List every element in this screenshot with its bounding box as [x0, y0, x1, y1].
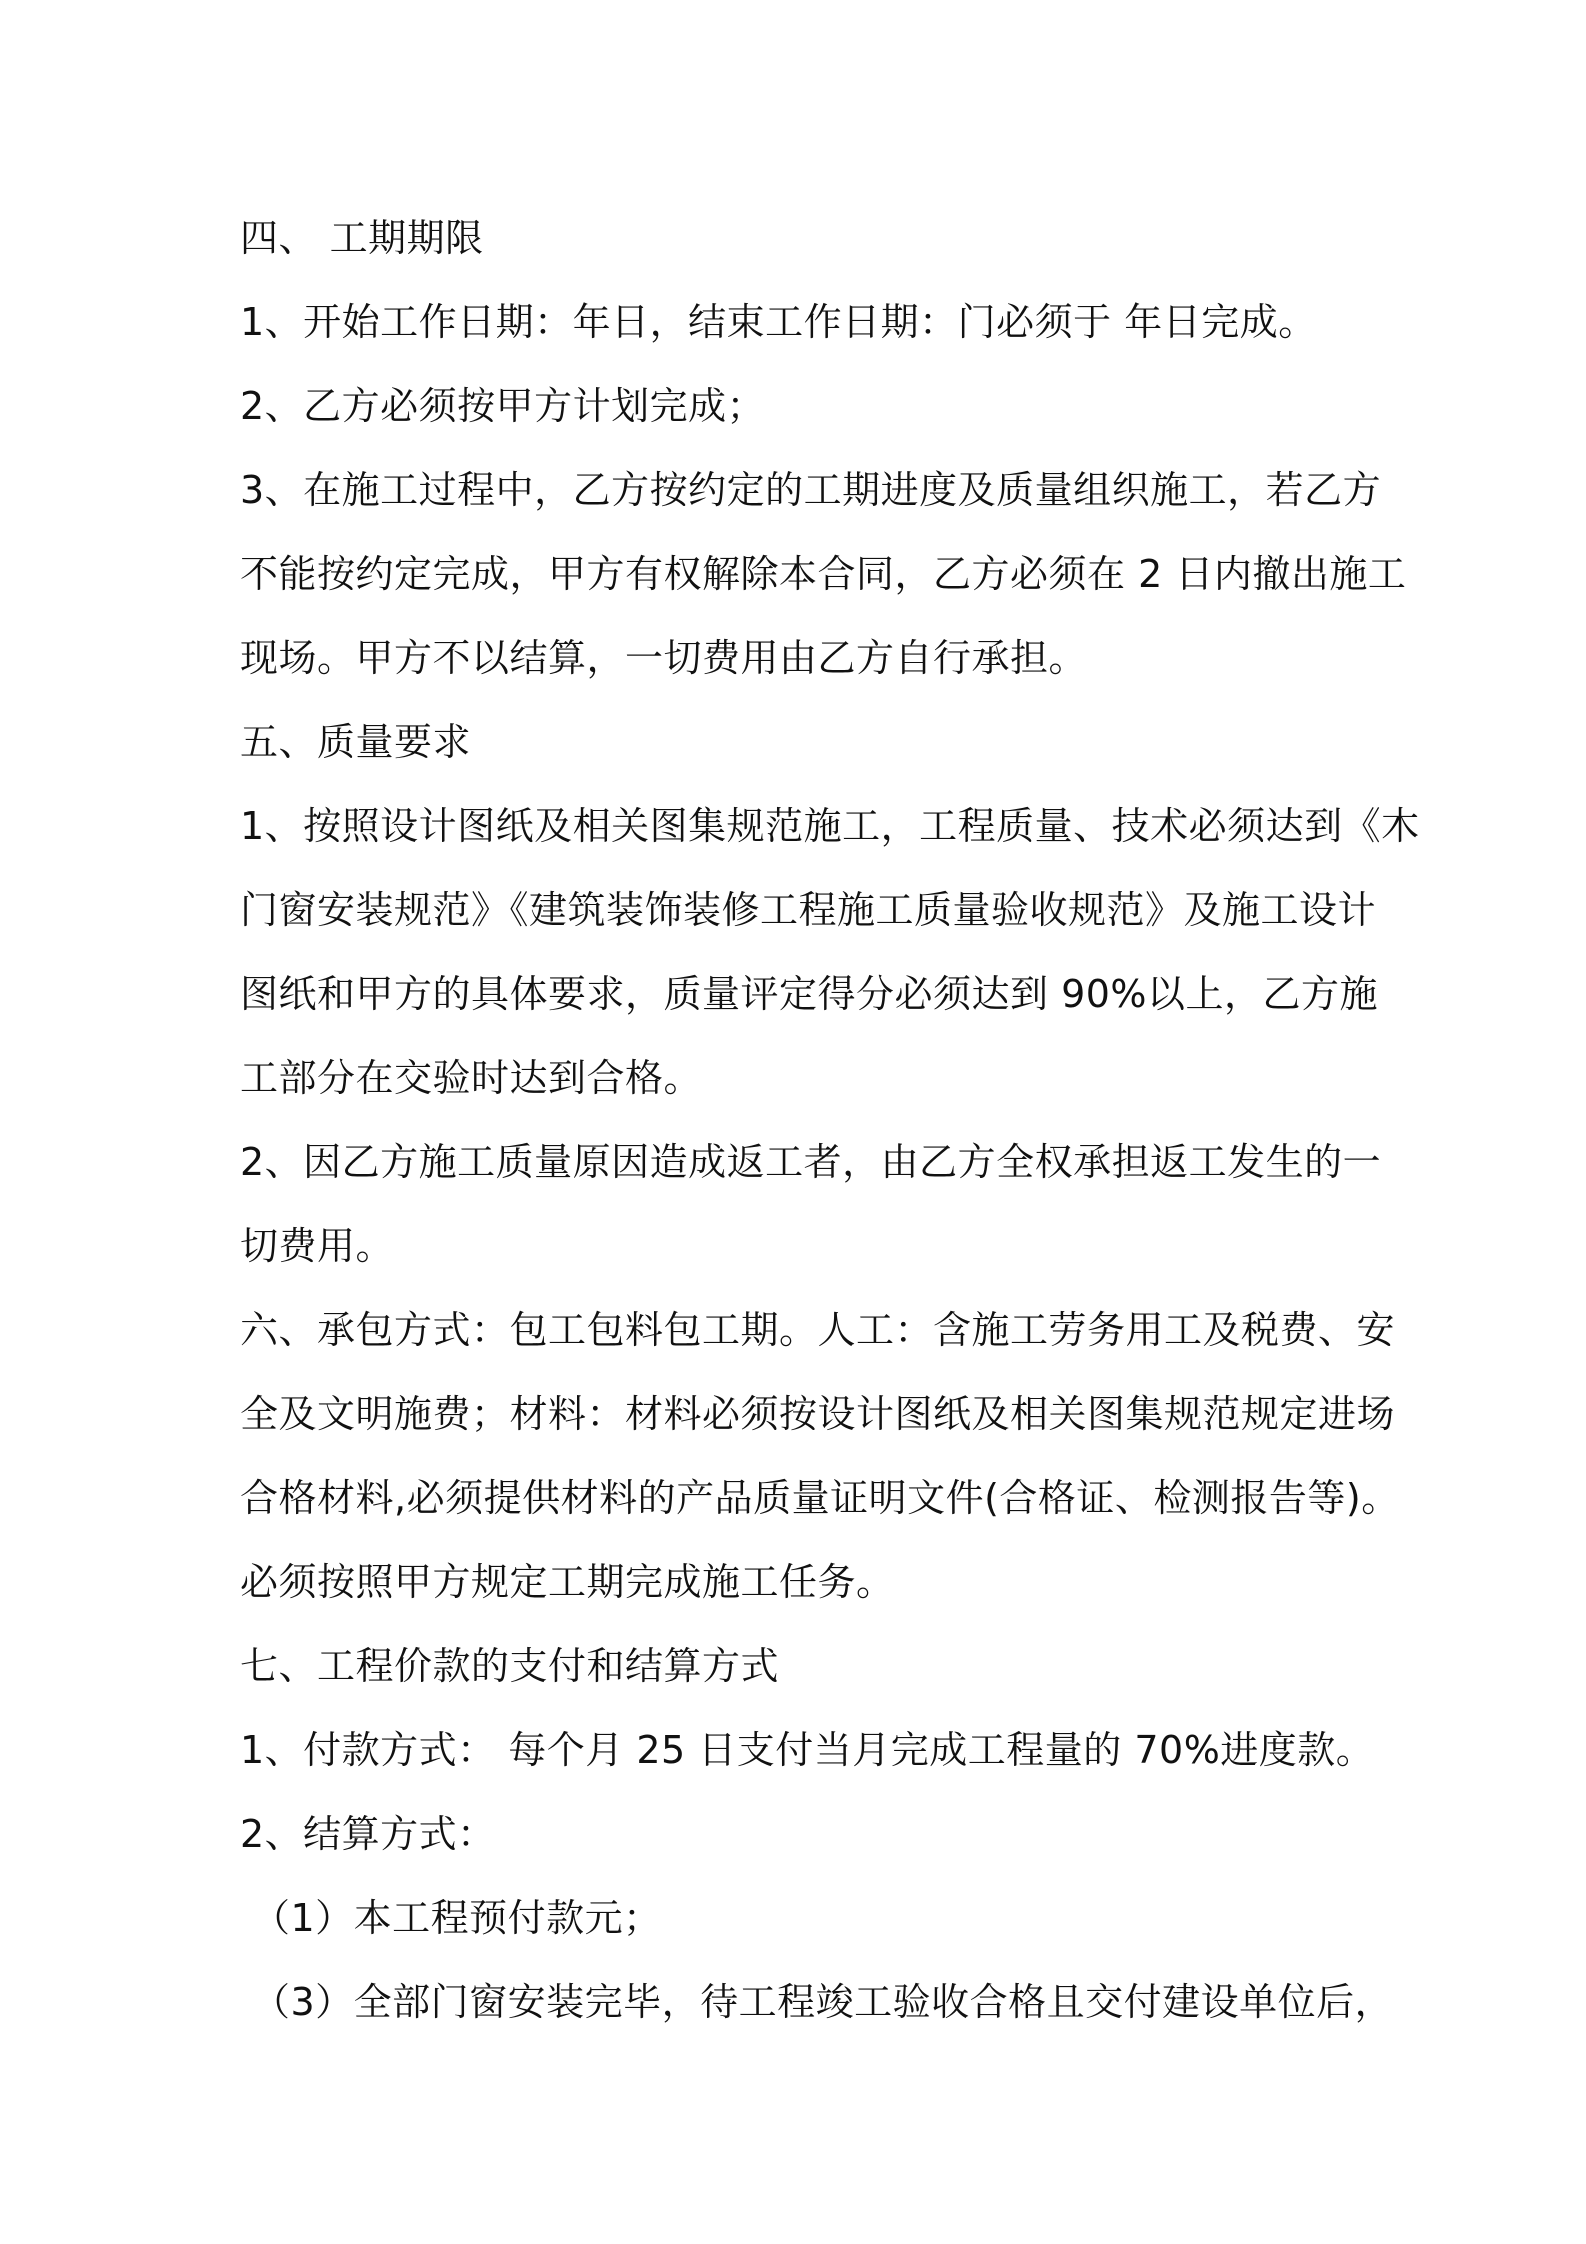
paragraph-line: 1、付款方式： 每个月 25 日支付当月完成工程量的 70%进度款。 [240, 1728, 1375, 1772]
document-body [240, 196, 1420, 2044]
paragraph-line: 工部分在交验时达到合格。 [240, 1056, 703, 1100]
list-item: （3）全部门窗安装完毕，待工程竣工验收合格且交付建设单位后， [252, 1980, 1394, 2024]
paragraph-line: 1、开始工作日期：年日，结束工作日期：门必须于 年日完成。 [240, 300, 1317, 344]
paragraph-line: 现场。甲方不以结算，一切费用由乙方自行承担。 [240, 636, 1088, 680]
paragraph-line: 3、在施工过程中，乙方按约定的工期进度及质量组织施工，若乙方 [240, 468, 1382, 512]
paragraph-line: 图纸和甲方的具体要求，质量评定得分必须达到 90%以上，乙方施 [240, 972, 1379, 1016]
paragraph-line: 2、因乙方施工质量原因造成返工者，由乙方全权承担返工发生的一 [240, 1140, 1382, 1184]
paragraph-line: 1、按照设计图纸及相关图集规范施工，工程质量、技术必须达到《木 [240, 804, 1420, 848]
paragraph-line: 合格材料,必须提供材料的产品质量证明文件(合格证、检测报告等)。 [240, 1476, 1400, 1520]
list-item: （1）本工程预付款元； [252, 1896, 662, 1940]
section-heading-contract-method: 六、承包方式：包工包料包工期。人工：含施工劳务用工及税费、安 [240, 1308, 1396, 1352]
paragraph-line: 必须按照甲方规定工期完成施工任务。 [240, 1560, 895, 1604]
paragraph-line: 全及文明施费；材料：材料必须按设计图纸及相关图集规范规定进场 [240, 1392, 1396, 1436]
section-heading-quality: 五、质量要求 [240, 720, 472, 764]
paragraph-line: 2、结算方式： [240, 1812, 496, 1856]
paragraph-line: 不能按约定完成，甲方有权解除本合同，乙方必须在 2 日内撤出施工 [240, 552, 1407, 596]
paragraph-line: 切费用。 [240, 1224, 395, 1268]
section-heading-schedule: 四、 工期期限 [240, 216, 484, 260]
paragraph-line: 门窗安装规范》《建筑装饰装修工程施工质量验收规范》及施工设计 [240, 888, 1377, 932]
section-heading-payment: 七、工程价款的支付和结算方式 [240, 1644, 780, 1688]
paragraph-line: 2、乙方必须按甲方计划完成； [240, 384, 766, 428]
